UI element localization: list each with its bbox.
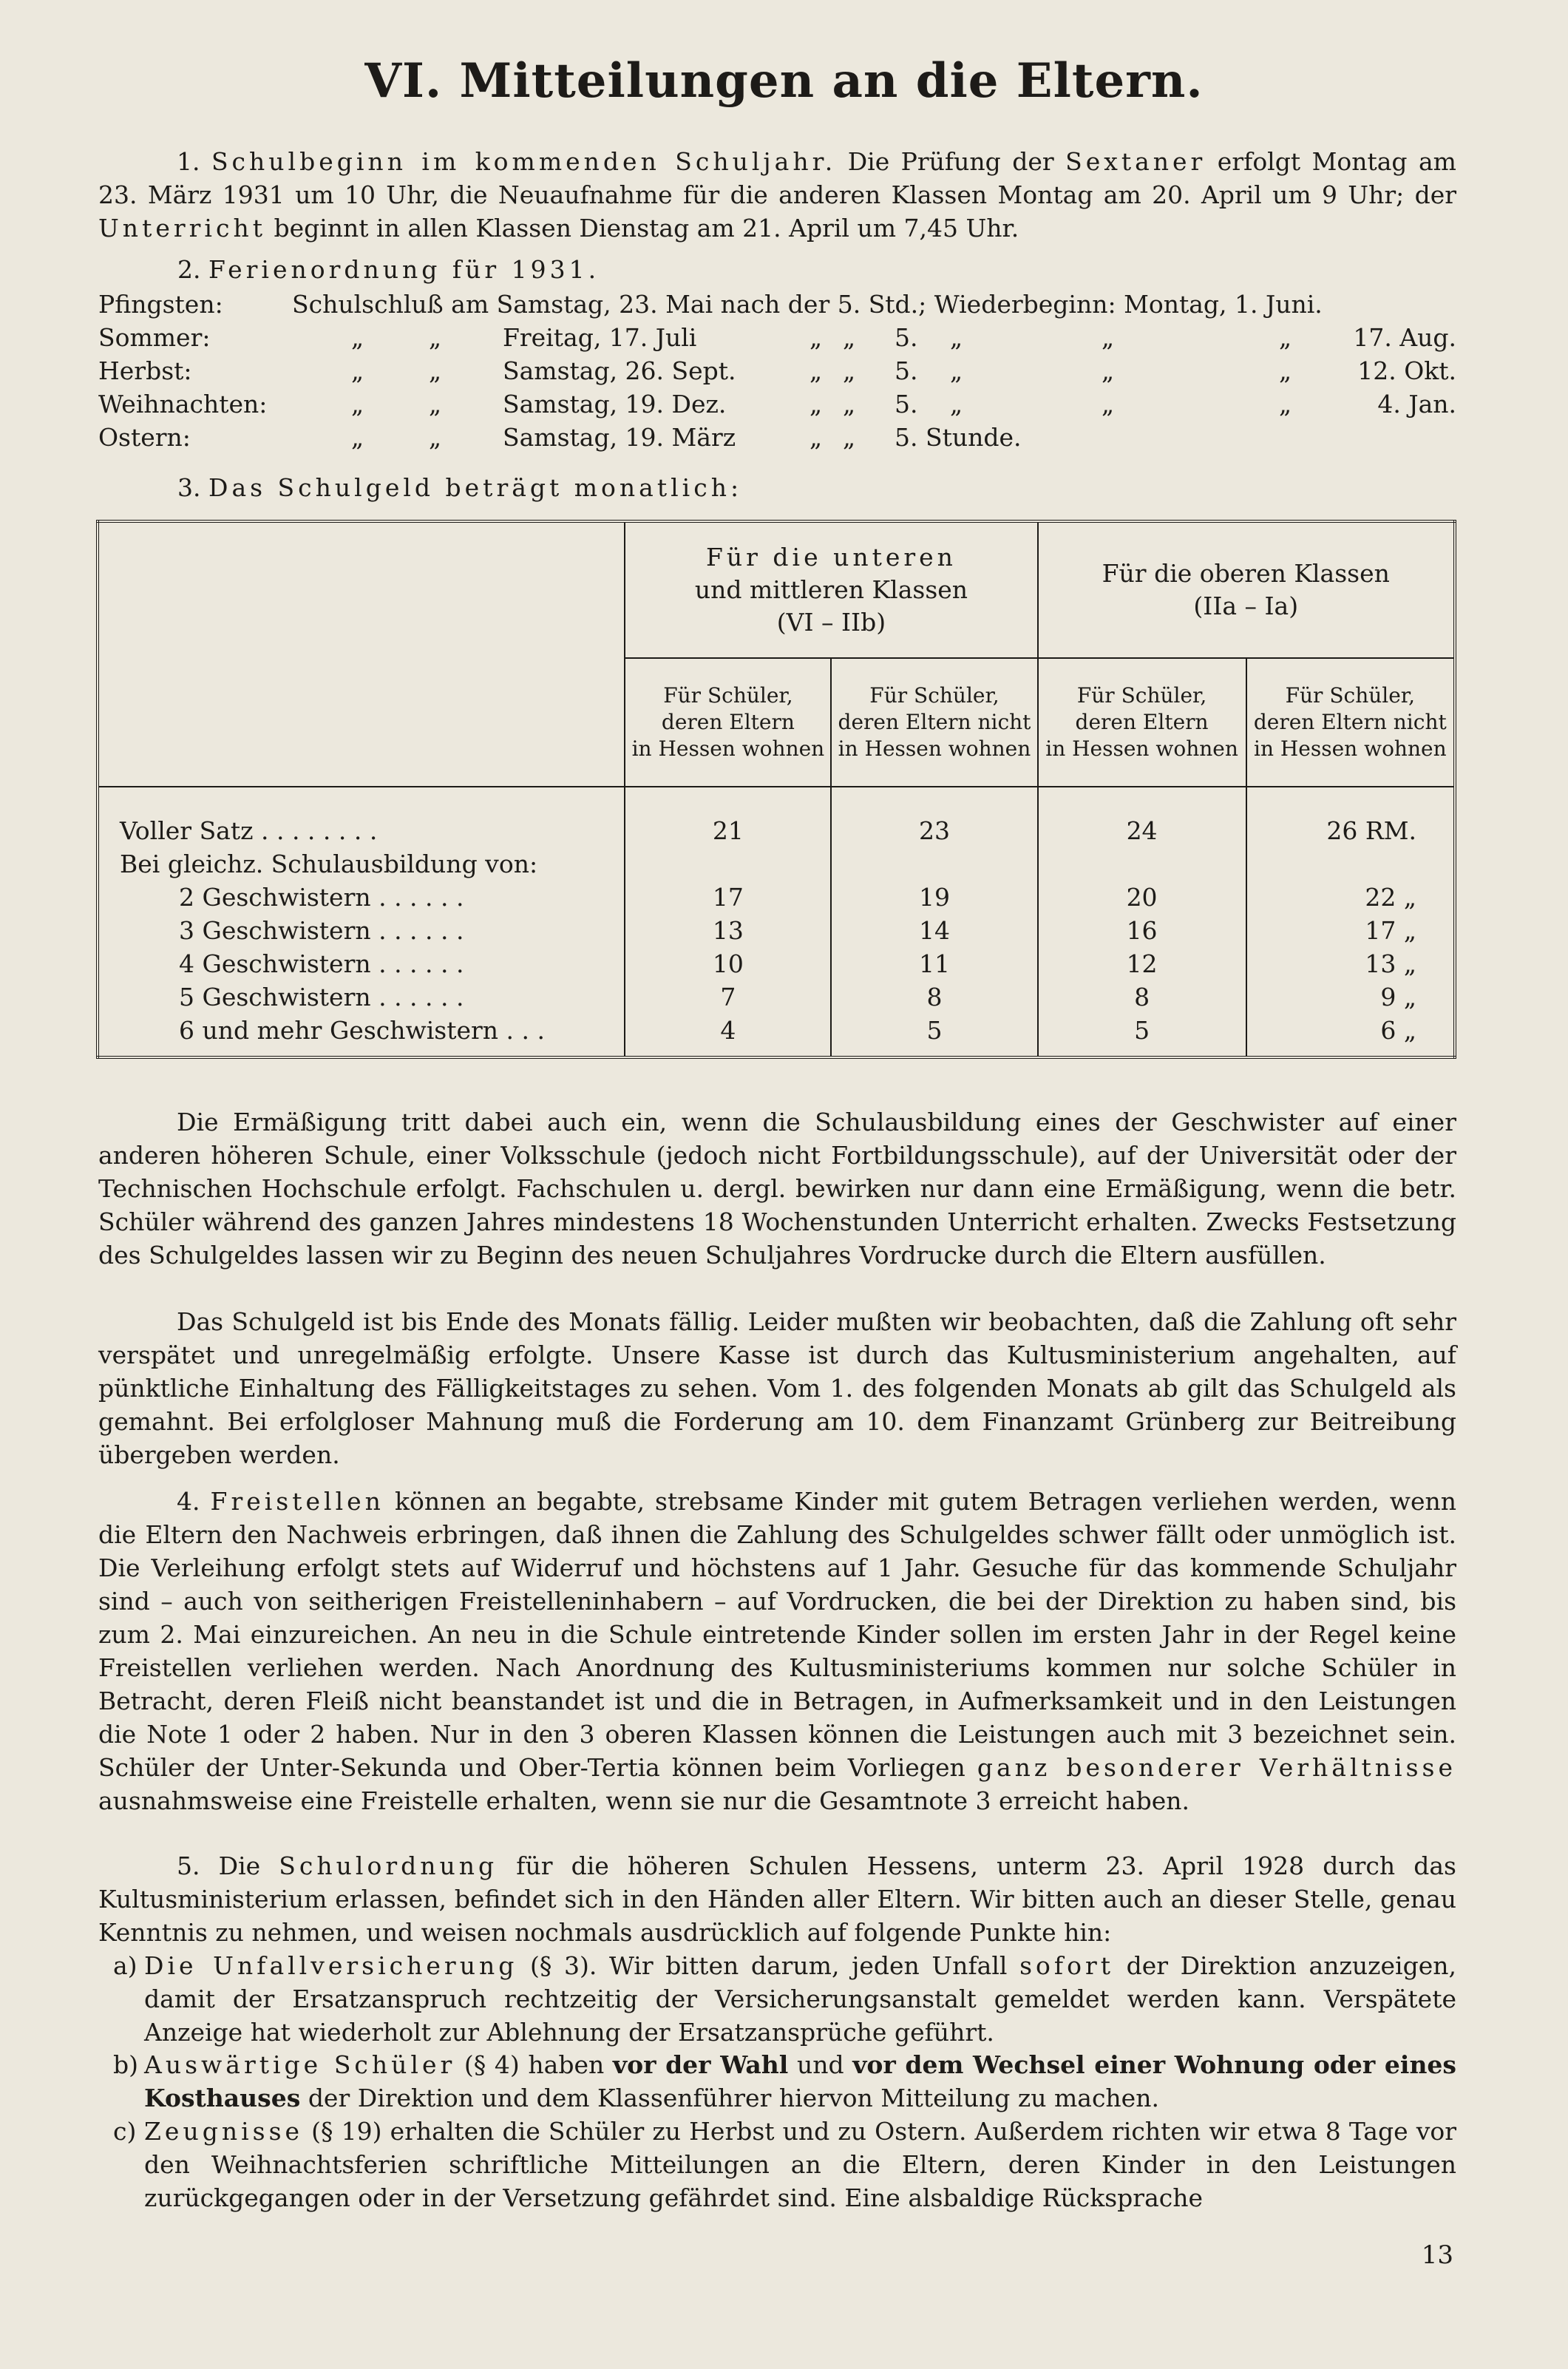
section-schulgeld-heading (177, 473, 1535, 502)
column-upper-in-hessen (1038, 787, 1246, 1057)
item-text: und (796, 2050, 844, 2079)
row-labels (98, 787, 625, 1057)
holiday-end: 12. Okt. (1357, 356, 1456, 385)
ditto-mark: „ (351, 323, 364, 352)
table-cell (1248, 847, 1416, 881)
table-cell: 8 (1134, 983, 1150, 1011)
bold-term: vor der Wahl (612, 2050, 789, 2079)
table-cell: 26 RM. (1326, 816, 1416, 845)
table-cell: 24 (1126, 816, 1158, 845)
column-lower-in-hessen (625, 787, 831, 1057)
table-cell: 4 (720, 1016, 736, 1045)
ditto-mark: „ (429, 356, 442, 385)
row-label: 5 Geschwistern . . . . . . (179, 983, 464, 1011)
item-auswaertige-schueler (98, 2048, 1456, 2115)
page-title: VI. Mitteilungen an die Eltern. (364, 53, 1204, 109)
section-heading: Das Schulgeld beträgt monatlich: (208, 473, 743, 502)
table-cell: 22 „ (1365, 883, 1416, 912)
holiday-name: Ostern: (98, 423, 191, 452)
section-text: beginnt in allen Klassen Dienstag am 21. April um 7,45 Uhr. (274, 214, 1019, 243)
item-zeugnisse (98, 2115, 1456, 2214)
table-cell (626, 847, 829, 881)
ditto-mark: „ (843, 390, 856, 418)
section-text: für die höheren Schulen Hessens, unterm 23. April 1928 durch das Kultusministerium erlassen, befindet sich in den Händen aller Eltern. Wir bitten auch an dieser Stelle, genau Kenntnis zu nehmen, und weisen nochmals ausdrücklich auf folgende Punkte hin: (98, 1851, 1456, 1947)
ditto-mark: „ (950, 390, 963, 418)
subheader-line: deren Eltern (661, 710, 795, 734)
subheader-line: Für Schüler, (663, 683, 793, 708)
ditto-mark: „ (810, 356, 823, 385)
holiday-day: Samstag, 19. Dez. (503, 390, 727, 418)
header-upper-classes (1038, 521, 1455, 658)
item-marker: c) (113, 2117, 137, 2146)
table-cell: 6 „ (1380, 1016, 1416, 1045)
section-number: 1. (177, 147, 200, 176)
subheader-not-in-hessen (1246, 658, 1455, 787)
holiday-std: 5. (895, 390, 918, 418)
table-cell: 19 (918, 883, 950, 912)
table-cell: 17 (712, 883, 744, 912)
item-marker: a) (113, 1951, 138, 1980)
item-text: der Direktion und dem Klassenführer hiervon Mitteilung zu machen. (308, 2084, 1159, 2112)
table-cell: 12 (1126, 949, 1158, 978)
ditto-mark: „ (810, 390, 823, 418)
holiday-std: 5. (895, 323, 918, 352)
holiday-end: 4. Jan. (1377, 390, 1456, 418)
table-cell (832, 847, 1036, 881)
section-freistellen (98, 1485, 1456, 1817)
table-cell: 13 (712, 916, 744, 945)
subheader-line: Für Schüler, (1285, 683, 1415, 708)
item-heading: Zeugnisse (144, 2117, 304, 2146)
ditto-mark: „ (950, 356, 963, 385)
ditto-mark: „ (429, 423, 442, 452)
ditto-mark: „ (1279, 356, 1292, 385)
paragraph-faelligkeit: Das Schulgeld ist bis Ende des Monats fällig. Leider mußten wir beobachten, daß die Zahlung oft sehr verspätet und unregelmäßig erfolgte. Unsere Kasse ist durch das Kultusministerium angehalten, auf pünktliche Einhaltung des Fälligkeitstages zu sehen. Vom 1. des folgenden Monats ab gilt das Schulgeld als gemahnt. Bei erfolgloser Mahnung muß die Forderung am 10. dem Finanzamt Grünberg zur Beitreibung übergeben werden. (98, 1307, 1456, 1469)
table-cell: 23 (918, 816, 950, 845)
table-cell: 21 (712, 816, 744, 845)
holiday-name: Sommer: (98, 323, 211, 352)
item-heading: Auswärtige Schüler (144, 2050, 456, 2079)
holiday-day: Freitag, 17. Juli (503, 323, 697, 352)
item-marker: b) (113, 2050, 138, 2079)
holiday-day: Samstag, 26. Sept. (503, 356, 736, 385)
section-ferienordnung-heading (177, 255, 1535, 284)
spaced-term: sofort (1019, 1951, 1114, 1980)
ditto-mark: „ (429, 323, 442, 352)
ditto-mark: „ (1279, 323, 1292, 352)
row-label: 3 Geschwistern . . . . . . (179, 916, 464, 945)
spaced-term: ganz besonderer Verhältnisse (977, 1753, 1456, 1782)
column-upper-not-in-hessen (1246, 787, 1455, 1057)
row-label: 6 und mehr Geschwistern . . . (179, 1016, 545, 1045)
item-text: (§ 4) haben (464, 2050, 605, 2079)
section-number: 2. (177, 255, 201, 284)
table-cell: 20 (1126, 883, 1158, 912)
spaced-term: Unterricht (98, 214, 266, 243)
section-schulordnung (98, 1849, 1456, 1949)
section-number: 3. (177, 473, 201, 502)
subheader-line: deren Eltern (1075, 710, 1209, 734)
table-cell: 14 (918, 916, 950, 945)
section-heading: Schulordnung (279, 1851, 498, 1880)
header-line: (IIa – Ia) (1193, 592, 1299, 620)
section-text: können an begabte, strebsame Kinder mit gutem Betragen verliehen werden, wenn die Eltern den Nachweis erbringen, daß ihnen die Zahlung des Schulgeldes schwer fällt oder unmöglich ist. Die Verleihung erfolgt stets auf Widerruf und höchstens auf 1 Jahr. Gesuche für das kommende Schuljahr sind – auch von seitherigen Freistelleninhabern – auf Vordrucken, die bei der Direktion zu haben sind, bis zum 2. Mai einzureichen. An neu in die Schule eintretende Kinder sollen im ersten Jahr in der Regel keine Freistellen verliehen werden. Nach Anordnung des Kultusministeriums kommen nur solche Schüler in Betracht, deren Fleiß nicht beanstandet ist und die in Betragen, in Aufmerksamkeit und in den Leistungen die Note 1 oder 2 haben. Nur in den 3 oberen Klassen können die Leistungen auch mit 3 bezeichnet sein. Schüler der Unter-Sekunda und Ober-Tertia können beim Vorliegen (98, 1487, 1456, 1782)
holiday-text: Schulschluß am Samstag, 23. Mai nach der 5. Std.; Wiederbeginn: Montag, 1. Juni. (292, 290, 1323, 319)
page-number: 13 (1421, 2240, 1453, 2270)
section-number: 4. (177, 1487, 200, 1516)
paragraph-ermaessigung: Die Ermäßigung tritt dabei auch ein, wenn die Schulausbildung eines der Geschwister auf einer anderen höheren Schule, einer Volksschule (jedoch nicht Fortbildungsschule), auf der Universität oder der Technischen Hochschule erfolgt. Fachschulen u. dergl. bewirken nur dann eine Ermäßigung, wenn die betr. Schüler während des ganzen Jahres mindestens 18 Wochenstunden Unterricht erhalten. Zwecks Festsetzung des Schulgeldes lassen wir zu Beginn des neuen Schuljahres Vordrucke durch die Eltern ausfüllen. (98, 1108, 1456, 1270)
holiday-end: 17. Aug. (1353, 323, 1456, 352)
subheader-line: in Hessen wohnen (1045, 736, 1238, 761)
section-text: Die Prüfung der (847, 147, 1054, 176)
section-text: Die (218, 1851, 261, 1880)
holiday-name: Weihnachten: (98, 390, 268, 418)
ditto-mark: „ (810, 423, 823, 452)
item-text: (§ 19) erhalten die Schüler zu Herbst und zu Ostern. Außerdem richten wir etwa 8 Tage vor den Weihnachtsferien schriftliche Mitteilungen an die Eltern, deren Kinder in den Leistungen zurückgegangen oder in der Versetzung gefährdet sind. Eine alsbaldige Rücksprache (144, 2117, 1456, 2212)
table-cell (1039, 847, 1245, 881)
holiday-name: Herbst: (98, 356, 192, 385)
table-cell: 7 (720, 983, 736, 1011)
section-schulbeginn (98, 145, 1456, 245)
holiday-name: Pfingsten: (98, 290, 223, 319)
header-line: (VI – IIb) (776, 608, 886, 637)
ditto-mark: „ (843, 423, 856, 452)
ditto-mark: „ (810, 323, 823, 352)
ditto-mark: „ (1279, 390, 1292, 418)
row-label: Bei gleichz. Schulausbildung von: (120, 850, 538, 878)
section-text: erfolgt Montag am 23. März 1931 um 10 Uhr, die Neuaufnahme für die anderen Klassen Montag am 20. April um 9 Uhr; der (98, 147, 1456, 209)
table-cell: 13 „ (1365, 949, 1416, 978)
holiday-std: 5. Stunde. (895, 423, 1022, 452)
table-cell: 9 „ (1380, 983, 1416, 1011)
subheader-line: Für Schüler, (869, 683, 999, 708)
holiday-day: Samstag, 19. März (503, 423, 736, 452)
table-cell: 16 (1126, 916, 1158, 945)
item-heading: Die Unfallversicherung (144, 1951, 518, 1980)
subheader-not-in-hessen (831, 658, 1037, 787)
subheader-line: Für Schüler, (1076, 683, 1207, 708)
holiday-std: 5. (895, 356, 918, 385)
subheader-line: in Hessen wohnen (631, 736, 825, 761)
ditto-mark: „ (351, 423, 364, 452)
table-cell: 5 (926, 1016, 943, 1045)
item-text: (§ 3). Wir bitten darum, jeden Unfall (529, 1951, 1008, 1980)
header-line: Für die unteren (705, 543, 957, 572)
table-corner (98, 521, 625, 787)
column-lower-not-in-hessen (831, 787, 1037, 1057)
subheader-line: deren Eltern nicht (838, 710, 1031, 734)
header-line: und mittleren Klassen (694, 575, 968, 604)
ditto-mark: „ (843, 323, 856, 352)
ditto-mark: „ (1102, 390, 1115, 418)
header-lower-classes (625, 521, 1037, 658)
section-heading: Ferienordnung für 1931. (208, 255, 600, 284)
section-text: ausnahmsweise eine Freistelle erhalten, wenn sie nur die Gesamtnote 3 erreicht haben. (98, 1786, 1189, 1815)
table-cell: 5 (1134, 1016, 1150, 1045)
subheader-in-hessen (1038, 658, 1246, 787)
ditto-mark: „ (351, 356, 364, 385)
item-unfallversicherung (98, 1949, 1456, 2049)
subheader-line: deren Eltern nicht (1253, 710, 1447, 734)
bold-term: vor dem Wechsel einer Wohnung oder eines Kosthauses (144, 2050, 1457, 2112)
section-number: 5. (177, 1851, 200, 1880)
subheader-line: in Hessen wohnen (838, 736, 1031, 761)
subheader-line: in Hessen wohnen (1253, 736, 1447, 761)
section-heading: Schulbeginn im kommenden Schuljahr. (211, 147, 837, 176)
ditto-mark: „ (1102, 323, 1115, 352)
table-cell: 8 (926, 983, 943, 1011)
row-label: 4 Geschwistern . . . . . . (179, 949, 464, 978)
table-cell: 11 (918, 949, 950, 978)
row-label: Voller Satz . . . . . . . . (120, 816, 378, 845)
spaced-term: Sextaner (1065, 147, 1206, 176)
table-cell: 17 „ (1365, 916, 1416, 945)
row-label: 2 Geschwistern . . . . . . (179, 883, 464, 912)
section-heading: Freistellen (210, 1487, 384, 1516)
item-text: der Direktion anzuzeigen, damit der Ersatzanspruch rechtzeitig der Versicherungsanstalt gemeldet werden kann. Verspätete Anzeige hat wiederholt zur Ablehnung der Ersatzansprüche geführt. (144, 1951, 1456, 2047)
ditto-mark: „ (950, 323, 963, 352)
table-cell: 10 (712, 949, 744, 978)
header-line: Für die oberen Klassen (1102, 559, 1390, 588)
ditto-mark: „ (843, 356, 856, 385)
subheader-in-hessen (625, 658, 831, 787)
ditto-mark: „ (351, 390, 364, 418)
ditto-mark: „ (429, 390, 442, 418)
fee-table (96, 520, 1456, 1059)
ditto-mark: „ (1102, 356, 1115, 385)
